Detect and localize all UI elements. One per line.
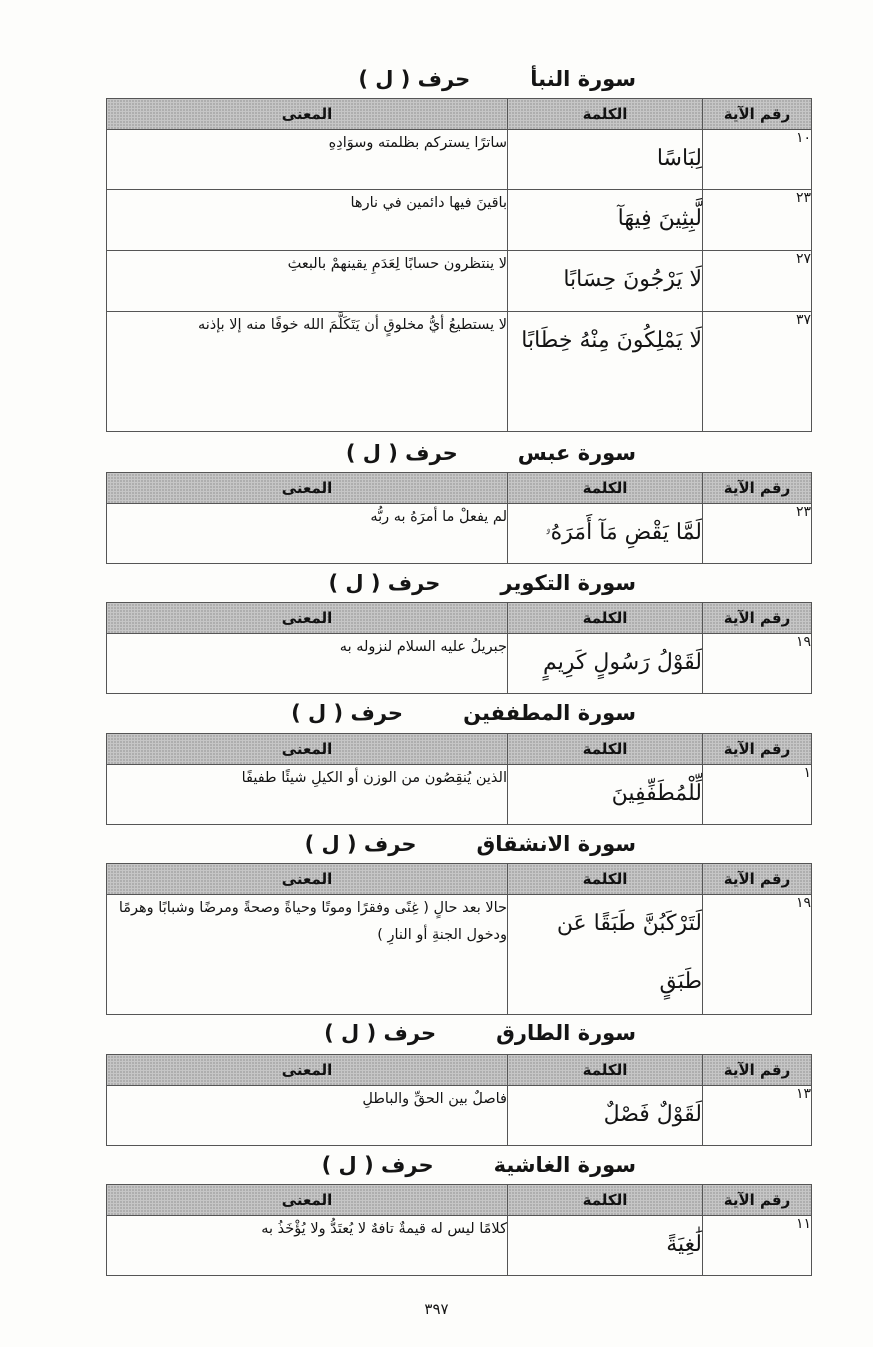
word-meaning: لا ينتظرون حسابًا لِعَدَمِ يقينهمْ بالبعثِ	[107, 251, 508, 312]
quran-word: لِبَاسًا	[508, 130, 703, 190]
header-ayah-number: رقم الآية	[703, 1185, 812, 1216]
table-header-row	[107, 603, 812, 634]
vocab-table-mutaffifin	[106, 733, 812, 825]
header-meaning: المعنى	[107, 734, 508, 765]
vocab-table-naba	[106, 98, 812, 432]
header-word: الكلمة	[508, 734, 703, 765]
vocab-table-takwir	[106, 602, 812, 694]
harf-label: حرف ( ل )	[304, 832, 417, 856]
table-row	[107, 765, 812, 825]
table-header-row	[107, 864, 812, 895]
quran-word: لَّبِثِينَ فِيهَآ	[508, 190, 703, 251]
table-header-row	[107, 1055, 812, 1086]
ayah-number: ١٩	[703, 895, 812, 1015]
harf-label: حرف ( ل )	[291, 701, 404, 725]
table-row	[107, 130, 812, 190]
header-ayah-number: رقم الآية	[703, 734, 812, 765]
header-ayah-number: رقم الآية	[703, 473, 812, 504]
section-title-mutaffifin	[106, 696, 812, 730]
word-meaning: باقينَ فيها دائمين في نارها	[107, 190, 508, 251]
ayah-number: ١٣	[703, 1086, 812, 1146]
table-header-row	[107, 734, 812, 765]
section-title-ghashiyah	[106, 1148, 812, 1182]
ayah-number: ٢٣	[703, 504, 812, 564]
section-title-tariq	[106, 1016, 812, 1050]
quran-word: لَا يَمْلِكُونَ مِنْهُ خِطَابًا	[508, 312, 703, 432]
ayah-number: ٢٣	[703, 190, 812, 251]
vocab-table-abasa	[106, 472, 812, 564]
table-row	[107, 895, 812, 1015]
table-header-row	[107, 1185, 812, 1216]
vocab-table-ghashiyah	[106, 1184, 812, 1276]
quran-word: لِّلْمُطَفِّفِينَ	[508, 765, 703, 825]
table-row	[107, 1086, 812, 1146]
table-header-row	[107, 473, 812, 504]
quran-word: لَقَوْلُ رَسُولٍ كَرِيمٍ	[508, 634, 703, 694]
header-word: الكلمة	[508, 864, 703, 895]
header-meaning: المعنى	[107, 603, 508, 634]
ayah-number: ١٩	[703, 634, 812, 694]
word-meaning: فاصلٌ بين الحقِّ والباطلِ	[107, 1086, 508, 1146]
section-title-naba	[106, 62, 812, 96]
section-title-abasa	[106, 436, 812, 470]
header-word: الكلمة	[508, 1185, 703, 1216]
ayah-number: ١٠	[703, 130, 812, 190]
quran-word: لَا يَرْجُونَ حِسَابًا	[508, 251, 703, 312]
harf-label: حرف ( ل )	[321, 1153, 434, 1177]
word-meaning: الذين يُنقِصُون من الوزن أو الكيلِ شيئًا طفيفًا	[107, 765, 508, 825]
header-word: الكلمة	[508, 99, 703, 130]
table-row	[107, 190, 812, 251]
sura-name: سورة عبس	[517, 441, 636, 465]
ayah-number: ١١	[703, 1216, 812, 1276]
header-ayah-number: رقم الآية	[703, 864, 812, 895]
section-title-takwir	[106, 566, 812, 600]
header-meaning: المعنى	[107, 473, 508, 504]
header-ayah-number: رقم الآية	[703, 603, 812, 634]
word-meaning: لم يفعلْ ما أمرَهُ به ربُّه	[107, 504, 508, 564]
sura-name: سورة الانشقاق	[476, 832, 636, 856]
word-meaning: ساترًا يستركم بظلمته وسوَادِهِ	[107, 130, 508, 190]
harf-label: حرف ( ل )	[345, 441, 458, 465]
header-meaning: المعنى	[107, 1055, 508, 1086]
harf-label: حرف ( ل )	[358, 67, 471, 91]
sura-name: سورة المطففين	[463, 701, 636, 725]
section-title-inshiqaq	[106, 827, 812, 861]
table-row	[107, 251, 812, 312]
vocab-table-inshiqaq	[106, 863, 812, 1015]
vocab-table-tariq	[106, 1054, 812, 1146]
quran-word: لَتَرْكَبُنَّ طَبَقًا عَن طَبَقٍ	[508, 895, 703, 1015]
table-row	[107, 1216, 812, 1276]
header-meaning: المعنى	[107, 99, 508, 130]
header-word: الكلمة	[508, 473, 703, 504]
sura-name: سورة الطارق	[496, 1021, 636, 1045]
harf-label: حرف ( ل )	[324, 1021, 437, 1045]
header-meaning: المعنى	[107, 864, 508, 895]
header-word: الكلمة	[508, 603, 703, 634]
ayah-number: ١	[703, 765, 812, 825]
table-row	[107, 634, 812, 694]
word-meaning: كلامًا ليس له قيمةٌ تافهٌ لا يُعتَدُّ ولا يُؤْخَذُ به	[107, 1216, 508, 1276]
harf-label: حرف ( ل )	[328, 571, 441, 595]
quran-word: لَٰغِيَةً	[508, 1216, 703, 1276]
page-number: ٣٩٧	[424, 1300, 449, 1318]
word-meaning: حالا بعد حالٍ ( غِنًى وفقرًا وموتًا وحياةً وصحةً ومرضًا وشبابًا وهرمًا ودخول الجنةِ أو النارِ )	[107, 895, 508, 1015]
quran-word: لَقَوْلٌ فَصْلٌ	[508, 1086, 703, 1146]
word-meaning: لا يستطيعُ أيُّ مخلوقٍ أن يَتَكَلَّمَ الله خوفًا منه إلا بإذنه	[107, 312, 508, 432]
header-ayah-number: رقم الآية	[703, 99, 812, 130]
sura-name: سورة النبأ	[530, 67, 636, 91]
sura-name: سورة الغاشية	[493, 1153, 636, 1177]
sura-name: سورة التكوير	[500, 571, 636, 595]
word-meaning: جبريلُ عليه السلام لنزوله به	[107, 634, 508, 694]
table-row	[107, 504, 812, 564]
ayah-number: ٣٧	[703, 312, 812, 432]
quran-word: لَمَّا يَقْضِ مَآ أَمَرَهُۥ	[508, 504, 703, 564]
table-header-row	[107, 99, 812, 130]
header-word: الكلمة	[508, 1055, 703, 1086]
table-row	[107, 312, 812, 432]
ayah-number: ٢٧	[703, 251, 812, 312]
header-ayah-number: رقم الآية	[703, 1055, 812, 1086]
header-meaning: المعنى	[107, 1185, 508, 1216]
